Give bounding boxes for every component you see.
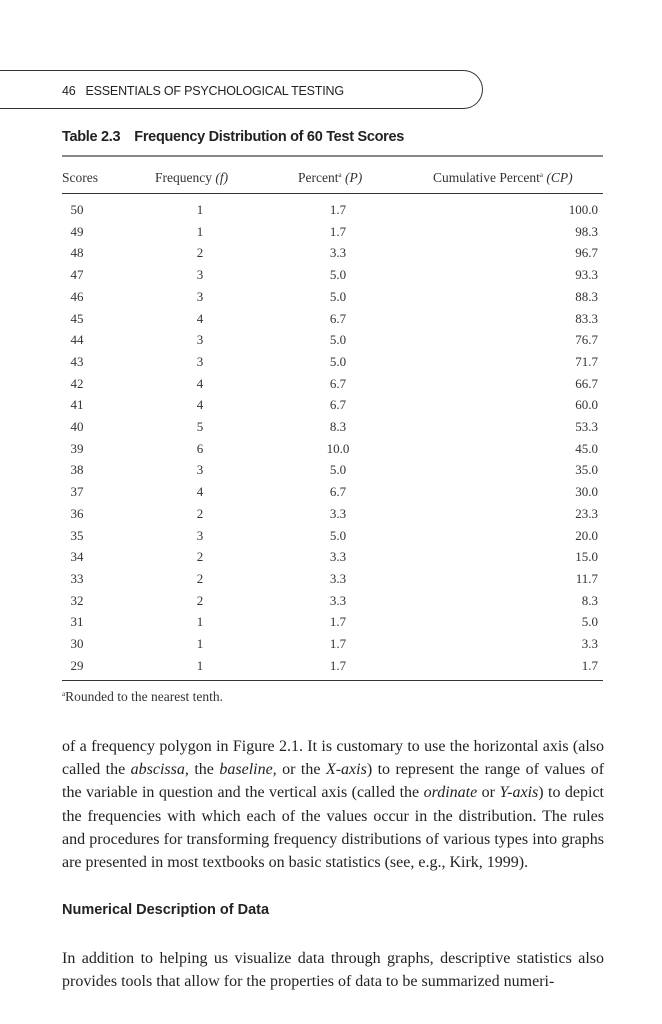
- cell-cumulative-percent: 8.3: [581, 592, 598, 608]
- cell-percent: 1.7: [329, 223, 347, 239]
- cell-cumulative-percent: 100.0: [568, 202, 598, 217]
- cell-score: 43: [70, 353, 84, 369]
- table-row: [0, 245, 662, 267]
- cell-percent: 3.3: [329, 549, 347, 565]
- cell-frequency: 4: [196, 484, 204, 500]
- table-row: [0, 636, 662, 658]
- section-heading: Numerical Description of Data: [62, 902, 270, 918]
- cell-percent: 1.7: [329, 614, 347, 630]
- cell-frequency: 3: [196, 353, 204, 369]
- cell-cumulative-percent: 53.3: [575, 419, 598, 434]
- cell-cumulative-percent: 66.7: [575, 375, 598, 391]
- cell-score: 48: [70, 245, 84, 261]
- cell-score: 34: [70, 549, 84, 565]
- cell-percent: 8.3: [329, 419, 347, 434]
- body-paragraph-1: of a frequency polygon in Figure 2.1. It is customary to use the horizontal axis (also called the abscissa, the baseline, or the X-axis) to represent the range of values of the variable in question and the vertical axis (called the ordinate or Y-axis) to depict the frequencies with which each of the values occur in the distribution. The rules and procedures for transforming frequency distributions of various types into graphs are presented in most textbooks on basic statistics (see, e.g., Kirk, 1999).: [62, 738, 605, 872]
- cell-frequency: 3: [196, 288, 204, 304]
- cell-cumulative-percent: 20.0: [575, 527, 598, 543]
- cell-score: 38: [70, 462, 84, 478]
- table-row: [0, 311, 662, 333]
- table-row: [0, 506, 662, 528]
- cell-percent: 3.3: [329, 570, 347, 586]
- table-row: [0, 462, 662, 484]
- cell-frequency: 4: [196, 310, 204, 326]
- cell-frequency: 2: [196, 570, 204, 586]
- cell-percent: 3.3: [329, 592, 347, 608]
- cell-percent: 5.0: [329, 332, 347, 348]
- cell-frequency: 5: [196, 419, 204, 434]
- table-header-rule: [62, 193, 603, 194]
- cell-frequency: 4: [196, 375, 204, 391]
- cell-percent: 6.7: [329, 375, 347, 391]
- table-row: [0, 614, 662, 636]
- cell-cumulative-percent: 5.0: [581, 614, 598, 630]
- cell-frequency: 2: [196, 245, 204, 261]
- cell-percent: 5.0: [329, 462, 347, 478]
- cell-percent: 10.0: [326, 440, 350, 456]
- cell-percent: 6.7: [329, 484, 347, 500]
- table-row: [0, 289, 662, 311]
- table-row: [0, 658, 662, 680]
- cell-score: 30: [70, 636, 84, 651]
- body-paragraph-2: In addition to helping us visualize data through graphs, descriptive statistics also provides tools that allow for the properties of data to be summarized numeri-: [62, 950, 604, 991]
- cell-percent: 1.7: [329, 657, 347, 673]
- table-row: [0, 549, 662, 571]
- cell-cumulative-percent: 96.7: [575, 245, 598, 261]
- table-bottom-rule: [62, 680, 603, 681]
- cell-percent: 1.7: [329, 636, 347, 651]
- running-header: [62, 84, 344, 98]
- cell-percent: 5.0: [329, 353, 347, 369]
- cell-score: 39: [70, 440, 84, 456]
- cell-cumulative-percent: 71.7: [575, 353, 598, 369]
- cell-cumulative-percent: 1.7: [581, 657, 598, 673]
- table-row: [0, 202, 662, 224]
- cell-cumulative-percent: 93.3: [575, 267, 598, 283]
- cell-cumulative-percent: 45.0: [575, 440, 598, 456]
- table-caption: [62, 129, 404, 145]
- cell-frequency: 3: [196, 267, 204, 283]
- cell-frequency: 1: [196, 657, 204, 673]
- cell-cumulative-percent: 3.3: [581, 636, 598, 651]
- cell-percent: 5.0: [329, 527, 347, 543]
- cell-cumulative-percent: 30.0: [575, 484, 598, 500]
- table-row: [0, 484, 662, 506]
- cell-score: 47: [70, 267, 84, 283]
- cell-cumulative-percent: 83.3: [575, 310, 598, 326]
- col-header-frequency: Frequency (f): [155, 170, 229, 185]
- cell-score: 44: [70, 332, 84, 348]
- cell-score: 37: [70, 484, 84, 500]
- cell-percent: 3.3: [329, 245, 347, 261]
- cell-cumulative-percent: 98.3: [575, 223, 598, 239]
- table-row: [0, 571, 662, 593]
- table-row: [0, 332, 662, 354]
- table-row: [0, 376, 662, 398]
- cell-score: 35: [70, 527, 84, 543]
- table-footnote: $^a$Rounded to the nearest tenth.: [62, 689, 223, 704]
- cell-frequency: 3: [196, 332, 204, 348]
- table-row: [0, 528, 662, 550]
- cell-frequency: 2: [196, 549, 204, 565]
- cell-frequency: 1: [196, 614, 204, 630]
- table-row: [0, 419, 662, 441]
- col-header-cumulative-percent: Cumulative Percent$^a$ (CP): [433, 170, 573, 185]
- cell-score: 49: [70, 223, 84, 239]
- cell-frequency: 3: [196, 527, 204, 543]
- table-title: Frequency Distribution of 60 Test Scores: [134, 129, 405, 145]
- cell-score: 33: [70, 570, 84, 586]
- cell-percent: 5.0: [329, 288, 347, 304]
- table-row: [0, 397, 662, 419]
- table-number: Table 2.3: [62, 129, 121, 145]
- cell-frequency: 2: [196, 592, 204, 608]
- cell-percent: 6.7: [329, 310, 347, 326]
- cell-cumulative-percent: 35.0: [575, 462, 598, 478]
- table-row: [0, 354, 662, 376]
- cell-score: 40: [70, 419, 84, 434]
- cell-score: 31: [70, 614, 84, 630]
- table-row: [0, 267, 662, 289]
- cell-percent: 3.3: [329, 505, 347, 521]
- cell-score: 46: [70, 288, 84, 304]
- cell-score: 36: [70, 505, 84, 521]
- cell-cumulative-percent: 88.3: [575, 288, 598, 304]
- cell-score: 50: [70, 202, 84, 217]
- cell-percent: 5.0: [329, 267, 347, 283]
- cell-cumulative-percent: 15.0: [575, 549, 598, 565]
- cell-score: 42: [70, 375, 84, 391]
- cell-cumulative-percent: 60.0: [575, 397, 598, 413]
- cell-frequency: 1: [196, 636, 204, 651]
- cell-percent: 6.7: [329, 397, 347, 413]
- cell-frequency: 1: [196, 202, 204, 217]
- col-header-percent: Percent$^a$ (P): [298, 170, 363, 185]
- table-row: [0, 224, 662, 246]
- cell-score: 32: [70, 592, 84, 608]
- table-top-rule: [62, 155, 603, 157]
- cell-cumulative-percent: 23.3: [575, 505, 598, 521]
- cell-frequency: 6: [196, 440, 204, 456]
- page-number: 46: [62, 84, 76, 98]
- table-row: [0, 441, 662, 463]
- table-row: [0, 593, 662, 615]
- cell-score: 41: [70, 397, 84, 413]
- cell-frequency: 4: [196, 397, 204, 413]
- cell-cumulative-percent: 76.7: [575, 332, 598, 348]
- running-title: ESSENTIALS OF PSYCHOLOGICAL TESTING: [85, 84, 344, 98]
- cell-score: 45: [70, 310, 84, 326]
- cell-percent: 1.7: [329, 202, 347, 217]
- cell-score: 29: [70, 657, 84, 673]
- cell-frequency: 2: [196, 505, 204, 521]
- cell-cumulative-percent: 11.7: [575, 570, 598, 586]
- col-header-scores: Scores: [62, 170, 98, 185]
- cell-frequency: 1: [196, 223, 204, 239]
- cell-frequency: 3: [196, 462, 204, 478]
